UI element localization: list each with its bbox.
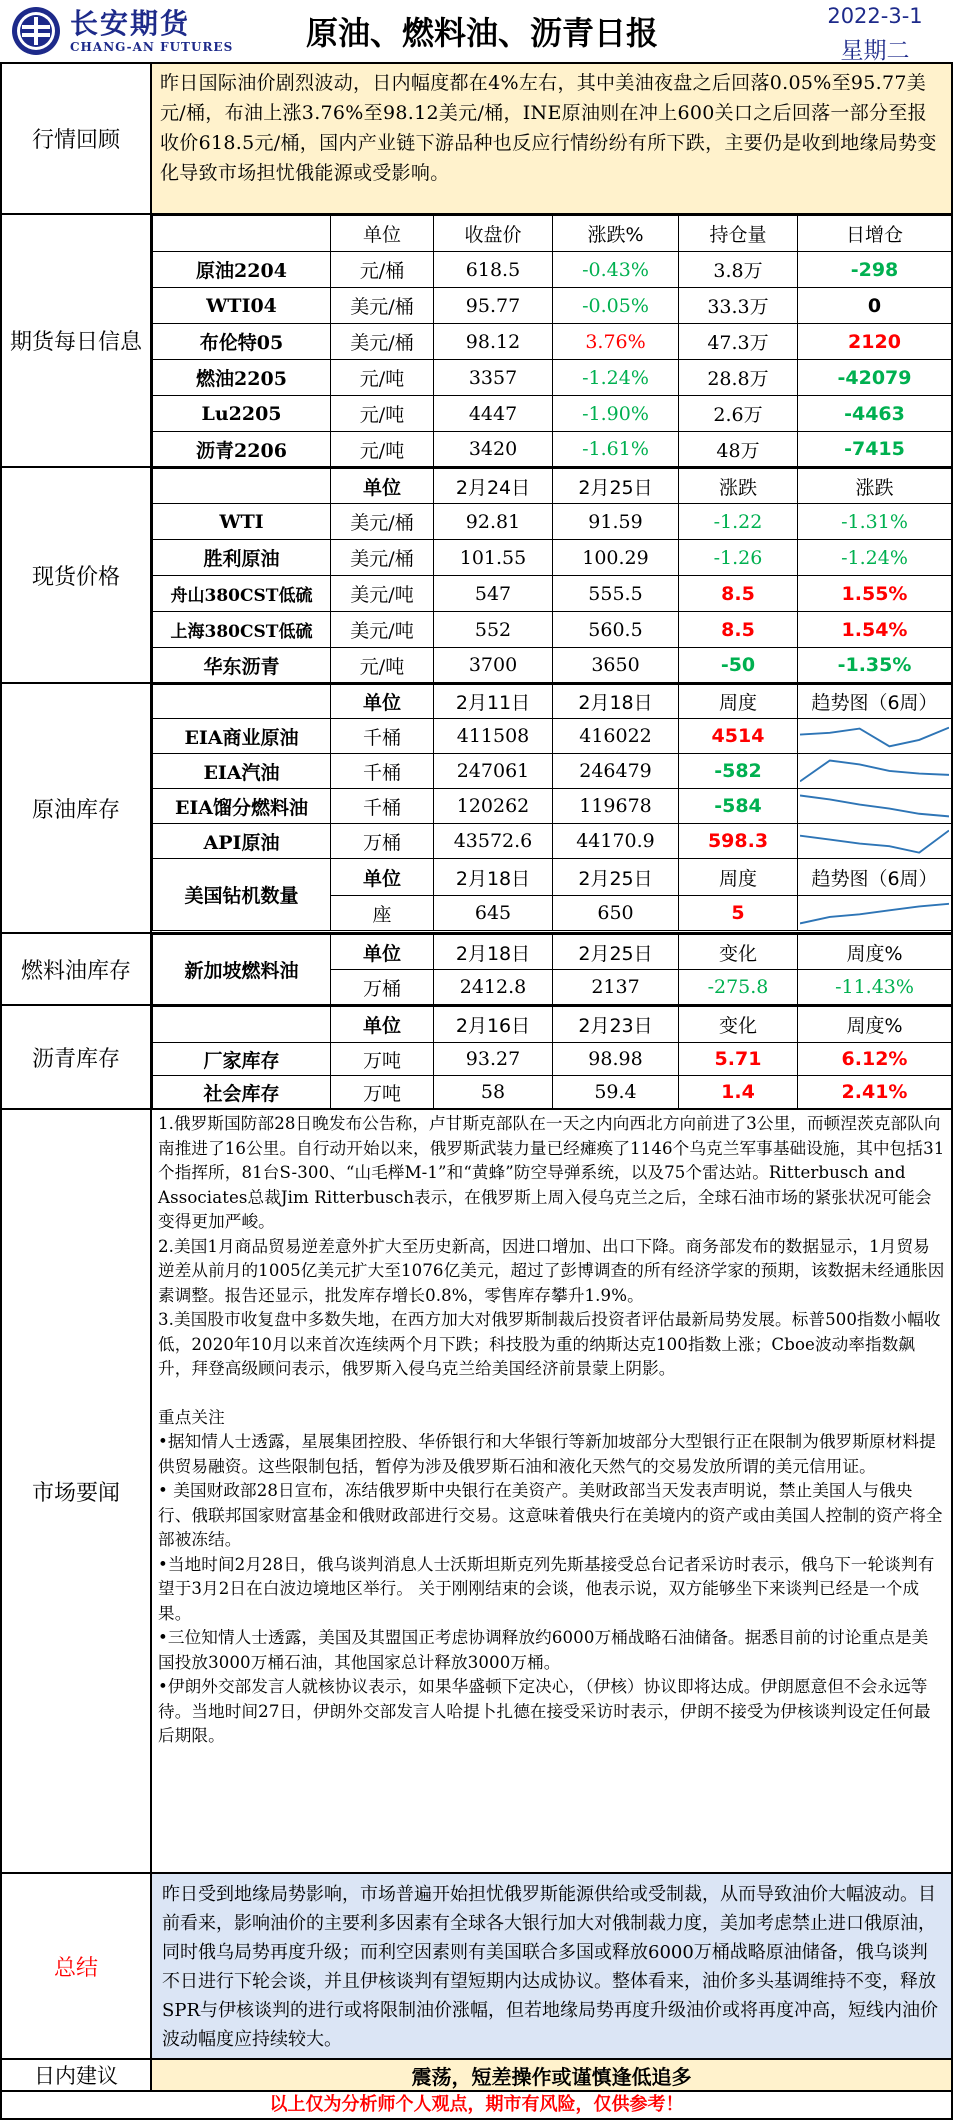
news-paragraph: •伊朗外交部发言人就核协议表示，如果华盛顿下定决心，（伊核）协议即将达成。伊朗愿意但不会永远等待。当地时间27日，伊朗外交部发言人哈提卜扎德在接受采访时表示，伊朗不接受为伊核谈判设定任何最后期限。 <box>158 1677 931 1745</box>
daily-oi-change: -7415 <box>798 432 952 467</box>
sparkline-series <box>800 831 949 853</box>
crude-inventory-table <box>152 684 952 931</box>
unit-cell: 千桶 <box>331 754 434 789</box>
spot-header-row <box>153 469 952 504</box>
price-day2: 560.5 <box>553 612 679 648</box>
intraday-advice-section <box>0 2058 953 2090</box>
table-row <box>153 612 952 648</box>
news-paragraph: •据知情人士透露，星展集团控股、华侨银行和大华银行等新加坡部分大型银行正在限制为俄罗斯原材料提供贸易融资。这些限制包括，暂停为涉及俄罗斯石油和液化天然气的交易发放所谓的美元信用证。 <box>158 1432 936 1476</box>
contract-name: 布伦特05 <box>153 324 331 360</box>
inventory-day2: 44170.9 <box>553 824 679 859</box>
futures-label: 期货每日信息 <box>2 215 152 466</box>
inventory-name: API原油 <box>153 824 331 859</box>
price-change-pct: -1.35% <box>798 648 952 683</box>
asphalt-header-cell: 2月16日 <box>434 1007 553 1043</box>
asphalt-change-pct: 2.41% <box>798 1076 952 1109</box>
unit-cell: 万桶 <box>331 824 434 859</box>
sparkline-series <box>800 728 949 747</box>
inventory-day2: 416022 <box>553 719 679 754</box>
futures-header-cell <box>153 216 331 252</box>
spot-name: 上海380CST低硫 <box>153 612 331 648</box>
table-row <box>153 789 952 824</box>
rig-day1: 645 <box>434 896 553 931</box>
contract-name: 沥青2206 <box>153 432 331 467</box>
change-pct: -0.05% <box>553 288 679 324</box>
intraday-advice-text: 震荡，短差操作或谨慎逢低追多 <box>152 2060 951 2090</box>
contract-name: 燃油2205 <box>153 360 331 396</box>
market-news-section <box>0 1108 953 1872</box>
news-paragraph: •三位知情人士透露，美国及其盟国正考虑协调释放约6000万桶战略石油储备。据悉目前的讨论重点是美国投放3000万桶石油，其他国家总计释放3000万桶。 <box>158 1628 929 1672</box>
price-day1: 547 <box>434 576 553 612</box>
change-pct: -1.61% <box>553 432 679 467</box>
rig-day2: 650 <box>553 896 679 931</box>
spot-price-table <box>152 468 952 683</box>
fuel-header-cell: 2月25日 <box>553 935 679 970</box>
market-news-body <box>152 1110 951 1872</box>
trend-sparkline <box>798 896 952 931</box>
open-interest: 28.8万 <box>679 360 798 396</box>
price-change-pct: -1.24% <box>798 540 952 576</box>
summary-section <box>0 1872 953 2058</box>
spot-price-section <box>0 466 953 682</box>
fuel-change-pct: -11.43% <box>798 970 952 1005</box>
spot-name: 胜利原油 <box>153 540 331 576</box>
unit-cell: 美元/桶 <box>331 540 434 576</box>
table-row <box>153 540 952 576</box>
close-price: 4447 <box>434 396 553 432</box>
table-row <box>153 719 952 754</box>
crude-header-cell: 趋势图（6周） <box>798 685 952 719</box>
futures-header-cell: 涨跌% <box>553 216 679 252</box>
asphalt-name: 厂家库存 <box>153 1043 331 1076</box>
change-pct: 3.76% <box>553 324 679 360</box>
crude-header-cell: 周度 <box>679 685 798 719</box>
report-weekday: 星期二 <box>840 38 910 64</box>
rig-header-row <box>153 859 952 896</box>
close-price: 3357 <box>434 360 553 396</box>
change-pct: -0.43% <box>553 252 679 288</box>
spot-header-cell: 单位 <box>331 469 434 504</box>
inventory-day1: 411508 <box>434 719 553 754</box>
rig-header-cell: 单位 <box>331 859 434 896</box>
price-day2: 91.59 <box>553 504 679 540</box>
news-spacer <box>158 1382 945 1406</box>
fuel-header-cell: 2月18日 <box>434 935 553 970</box>
news-paragraph: •当地时间2月28日，俄乌谈判消息人士沃斯坦斯克列先斯基接受总台记者采访时表示，俄乌下一轮谈判有望于3月2日在白波边境地区举行。 关于刚刚结束的会谈，他表示说，双方能够坐下来谈判已经是一个成果。 <box>158 1554 935 1623</box>
crude-inventory-label: 原油库存 <box>2 684 152 932</box>
price-change: -1.26 <box>679 540 798 576</box>
fuel-oil-inventory-section <box>0 932 953 1004</box>
spot-header-cell: 涨跌 <box>679 469 798 504</box>
price-day2: 555.5 <box>553 576 679 612</box>
fuel-change: -275.8 <box>679 970 798 1005</box>
price-day1: 3700 <box>434 648 553 683</box>
asphalt-header-row <box>153 1007 952 1043</box>
asphalt-header-cell: 周度% <box>798 1007 952 1043</box>
fuel-header-cell: 单位 <box>331 935 434 970</box>
crude-header-cell <box>153 685 331 719</box>
asphalt-header-cell: 单位 <box>331 1007 434 1043</box>
table-row <box>153 1076 952 1109</box>
table-row <box>153 504 952 540</box>
logo-cn-text: 长安期货 <box>70 7 191 40</box>
spot-header-cell: 2月24日 <box>434 469 553 504</box>
table-row <box>153 824 952 859</box>
fuel-oil-name: 新加坡燃料油 <box>153 935 331 1005</box>
spot-name: 华东沥青 <box>153 648 331 683</box>
asphalt-header-cell <box>153 1007 331 1043</box>
spot-name: WTI <box>153 504 331 540</box>
close-price: 95.77 <box>434 288 553 324</box>
unit-cell: 美元/吨 <box>331 576 434 612</box>
change-pct: -1.24% <box>553 360 679 396</box>
futures-header-cell: 收盘价 <box>434 216 553 252</box>
summary-text: 昨日受到地缘局势影响，市场普遍开始担忧俄罗斯能源供给或受制裁，从而导致油价大幅波动。目前看来，影响油价的主要利多因素有全球各大银行加大对俄制裁力度，美加考虑禁止进口俄原油，同时俄乌局势再度升级；而利空因素则有美国联合多国或释放6000万桶战略原油储备，俄乌谈判不日进行下轮会谈，并且伊核谈判有望短期内达成协议。整体看来，油价多头基调维持不变，释放SPR与伊核谈判的进行或将限制油价涨幅，但若地缘局势再度升级油价或将再度冲高，短线内油价波动幅度应持续较大。 <box>152 1874 951 2058</box>
asphalt-change: 1.4 <box>679 1076 798 1109</box>
futures-header-cell: 单位 <box>331 216 434 252</box>
logo-en-text: CHANG-AN FUTURES <box>70 40 234 54</box>
price-day2: 100.29 <box>553 540 679 576</box>
fuel-oil-inventory-label: 燃料油库存 <box>2 934 152 1004</box>
intraday-advice-label: 日内建议 <box>2 2060 152 2090</box>
daily-oi-change: 0 <box>798 288 952 324</box>
fuel-header-cell: 变化 <box>679 935 798 970</box>
weekly-change: -582 <box>679 754 798 789</box>
summary-label: 总结 <box>2 1874 152 2058</box>
unit-cell: 美元/桶 <box>331 288 434 324</box>
crude-header-cell: 2月18日 <box>553 685 679 719</box>
price-change-pct: 1.54% <box>798 612 952 648</box>
spot-header-cell <box>153 469 331 504</box>
fuel-header-row <box>153 935 952 970</box>
inventory-day2: 119678 <box>553 789 679 824</box>
company-logo <box>0 0 260 62</box>
fuel-day2: 2137 <box>553 970 679 1005</box>
contract-name: WTI04 <box>153 288 331 324</box>
asphalt-day1: 58 <box>434 1076 553 1109</box>
price-day1: 92.81 <box>434 504 553 540</box>
contract-name: Lu2205 <box>153 396 331 432</box>
close-price: 98.12 <box>434 324 553 360</box>
unit-cell: 元/桶 <box>331 252 434 288</box>
inventory-name: EIA商业原油 <box>153 719 331 754</box>
futures-header-cell: 持仓量 <box>679 216 798 252</box>
crude-inventory-section <box>0 682 953 932</box>
table-row <box>153 1043 952 1076</box>
rig-header-cell: 趋势图（6周） <box>798 859 952 896</box>
unit-cell: 美元/吨 <box>331 612 434 648</box>
unit-cell: 美元/桶 <box>331 324 434 360</box>
daily-oi-change: -4463 <box>798 396 952 432</box>
news-paragraph: • 美国财政部28日宣布，冻结俄罗斯中央银行在美资产。美财政部当天发表声明说，禁止美国人与俄央行、俄联邦国家财富基金和俄财政部进行交易。这意味着俄央行在美境内的资产或由美国人控制的资产将全部被冻结。 <box>158 1481 943 1549</box>
inventory-day1: 120262 <box>434 789 553 824</box>
table-row <box>153 754 952 789</box>
close-price: 618.5 <box>434 252 553 288</box>
futures-section <box>0 213 953 466</box>
market-review-label: 行情回顾 <box>2 64 152 213</box>
table-row <box>153 252 952 288</box>
crude-header-cell: 2月11日 <box>434 685 553 719</box>
spot-price-label: 现货价格 <box>2 468 152 682</box>
change-pct: -1.90% <box>553 396 679 432</box>
price-change: -1.22 <box>679 504 798 540</box>
rig-header-cell: 2月18日 <box>434 859 553 896</box>
futures-table <box>152 215 952 467</box>
open-interest: 2.6万 <box>679 396 798 432</box>
table-row <box>153 360 952 396</box>
unit-cell: 座 <box>331 896 434 931</box>
price-change: -50 <box>679 648 798 683</box>
asphalt-inventory-table <box>152 1006 952 1109</box>
unit-cell: 千桶 <box>331 719 434 754</box>
news-paragraph: 2.美国1月商品贸易逆差意外扩大至历史新高，因进口增加、出口下降。商务部发布的数据显示，1月贸易逆差从前月的1005亿美元扩大至1076亿美元，超过了彭博调查的所有经济学家的预期，该数据未经通胀因素调整。报告还显示，批发库存增长0.8%，零售库存攀升1.9%。 <box>158 1236 945 1305</box>
inventory-day1: 43572.6 <box>434 824 553 859</box>
contract-name: 原油2204 <box>153 252 331 288</box>
open-interest: 48万 <box>679 432 798 467</box>
unit-cell: 元/吨 <box>331 432 434 467</box>
sparkline-series <box>800 904 949 924</box>
daily-oi-change: -298 <box>798 252 952 288</box>
spot-header-cell: 2月25日 <box>553 469 679 504</box>
asphalt-day2: 59.4 <box>553 1076 679 1109</box>
table-row <box>153 288 952 324</box>
inventory-name: EIA汽油 <box>153 754 331 789</box>
price-change-pct: -1.31% <box>798 504 952 540</box>
daily-oi-change: -42079 <box>798 360 952 396</box>
chang-an-logo-icon <box>10 5 62 57</box>
table-row <box>153 396 952 432</box>
report-header <box>0 0 953 62</box>
weekly-change: 598.3 <box>679 824 798 859</box>
inventory-day1: 247061 <box>434 754 553 789</box>
market-review-section <box>0 62 953 213</box>
unit-cell: 美元/桶 <box>331 504 434 540</box>
price-change: 8.5 <box>679 612 798 648</box>
rig-weekly-change: 5 <box>679 896 798 931</box>
market-review-text: 昨日国际油价剧烈波动，日内幅度都在4%左右，其中美油夜盘之后回落0.05%至95.77美元/桶，布油上涨3.76%至98.12美元/桶，INE原油则在冲上600关口之后回落一部分至报收价618.5元/桶，国内产业链下游品种也反应行情纷纷有所下跌，主要仍是收到地缘局势变化导致市场担忧俄能源或受影响。 <box>152 64 951 213</box>
futures-header-cell: 日增仓 <box>798 216 952 252</box>
disclaimer: 以上仅为分析师个人观点，期市有风险，仅供参考！ <box>0 2090 953 2120</box>
rig-count-name: 美国钻机数量 <box>153 859 331 931</box>
table-row <box>153 324 952 360</box>
news-paragraph: 1.俄罗斯国防部28日晚发布公告称，卢甘斯克部队在一天之内向西北方向前进了3公里，而顿涅茨克部队向南推进了16公里。自行动开始以来，俄罗斯武装力量已经瘫痪了1146个乌克兰军事基础设施，其中包括31个指挥所，81台S-300、“山毛榉M-1”和“黄蜂”防空导弹系统，以及75个雷达站。Ritterbusch and Associates总裁Jim Ritterbusch表示，在俄罗斯上周入侵乌克兰之后，全球石油市场的紧张状况可能会变得更加严峻。 <box>158 1114 945 1231</box>
fuel-day1: 2412.8 <box>434 970 553 1005</box>
asphalt-change: 5.71 <box>679 1043 798 1076</box>
inventory-name: EIA馏分燃料油 <box>153 789 331 824</box>
futures-header-row <box>153 216 952 252</box>
fuel-header-cell: 周度% <box>798 935 952 970</box>
close-price: 3420 <box>434 432 553 467</box>
weekly-change: -584 <box>679 789 798 824</box>
fuel-oil-inventory-table <box>152 934 952 1005</box>
table-row <box>153 648 952 683</box>
table-row <box>153 432 952 467</box>
asphalt-inventory-section <box>0 1004 953 1108</box>
asphalt-name: 社会库存 <box>153 1076 331 1109</box>
weekly-change: 4514 <box>679 719 798 754</box>
price-day1: 101.55 <box>434 540 553 576</box>
unit-cell: 万桶 <box>331 970 434 1005</box>
trend-sparkline <box>798 754 952 789</box>
sparkline-series <box>800 761 949 782</box>
open-interest: 33.3万 <box>679 288 798 324</box>
open-interest: 3.8万 <box>679 252 798 288</box>
unit-cell: 万吨 <box>331 1043 434 1076</box>
inventory-day2: 246479 <box>553 754 679 789</box>
unit-cell: 元/吨 <box>331 396 434 432</box>
unit-cell: 千桶 <box>331 789 434 824</box>
trend-sparkline <box>798 824 952 859</box>
table-row <box>153 576 952 612</box>
open-interest: 47.3万 <box>679 324 798 360</box>
spot-name: 舟山380CST低硫 <box>153 576 331 612</box>
price-day2: 3650 <box>553 648 679 683</box>
news-focus-heading: 重点关注 <box>158 1407 225 1427</box>
daily-oi-change: 2120 <box>798 324 952 360</box>
report-title: 原油、燃料油、沥青日报 <box>305 14 658 52</box>
price-change: 8.5 <box>679 576 798 612</box>
trend-sparkline <box>798 719 952 754</box>
sparkline-series <box>800 796 949 817</box>
market-news-label: 市场要闻 <box>2 1110 152 1872</box>
unit-cell: 元/吨 <box>331 648 434 683</box>
asphalt-header-cell: 变化 <box>679 1007 798 1043</box>
report-date: 2022-3-1 <box>827 4 923 28</box>
unit-cell: 元/吨 <box>331 360 434 396</box>
price-day1: 552 <box>434 612 553 648</box>
unit-cell: 万吨 <box>331 1076 434 1109</box>
rig-header-cell: 周度 <box>679 859 798 896</box>
asphalt-day1: 93.27 <box>434 1043 553 1076</box>
crude-header-row <box>153 685 952 719</box>
price-change-pct: 1.55% <box>798 576 952 612</box>
trend-sparkline <box>798 789 952 824</box>
rig-header-cell: 2月25日 <box>553 859 679 896</box>
spot-header-cell: 涨跌 <box>798 469 952 504</box>
asphalt-day2: 98.98 <box>553 1043 679 1076</box>
asphalt-inventory-label: 沥青库存 <box>2 1006 152 1108</box>
asphalt-header-cell: 2月23日 <box>553 1007 679 1043</box>
news-paragraph: 3.美国股市收复盘中多数失地，在西方加大对俄罗斯制裁后投资者评估最新局势发展。标普500指数小幅收低，2020年10月以来首次连续两个月下跌；科技股为重的纳斯达克100指数上涨；Cboe波动率指数飙升，拜登高级顾问表示，俄罗斯入侵乌克兰给美国经济前景蒙上阴影。 <box>158 1310 941 1378</box>
asphalt-change-pct: 6.12% <box>798 1043 952 1076</box>
crude-header-cell: 单位 <box>331 685 434 719</box>
